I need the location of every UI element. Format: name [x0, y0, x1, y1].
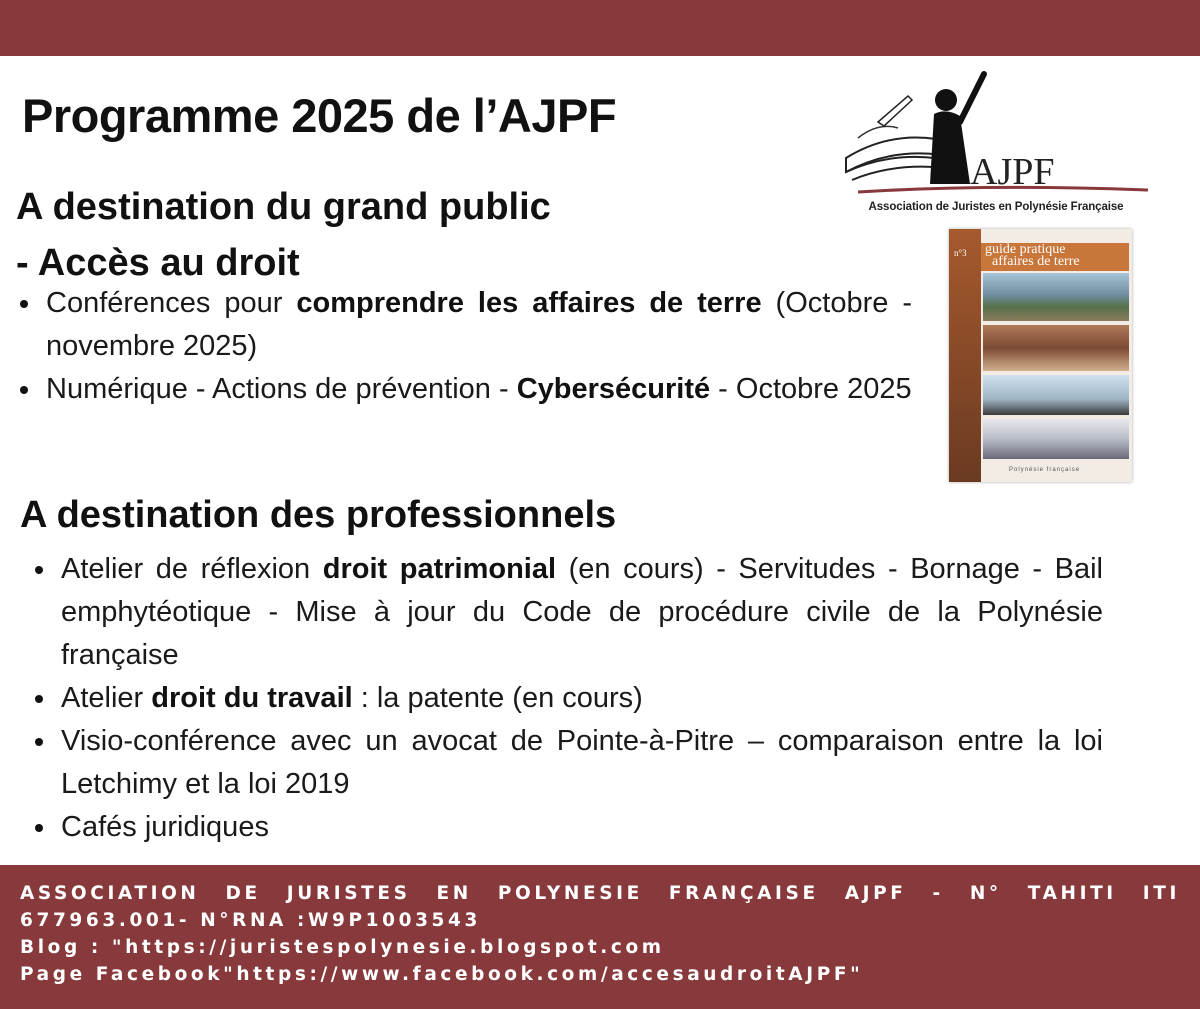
public-section-heading: A destination du grand public — [16, 186, 551, 228]
guide-number: n°3 — [954, 248, 967, 258]
logo-text: AJPF — [970, 151, 1055, 193]
top-color-band — [0, 0, 1200, 56]
pro-list — [61, 548, 1103, 849]
footer-line-blog: Blog : "https://juristespolynesie.blogspot.com — [20, 937, 665, 958]
guide-cover-image — [949, 229, 1132, 482]
guide-spine — [949, 229, 981, 482]
list-item: Numérique - Actions de prévention - Cybersécurité - Octobre 2025 — [46, 368, 912, 411]
list-item: Atelier de réflexion droit patrimonial (en cours) - Servitudes - Bornage - Bail emphytéotique - Mise à jour du Code de procédure civile de la Polynésie française — [61, 548, 1103, 677]
list-item: Visio-conférence avec un avocat de Pointe-à-Pitre – comparaison entre la loi Letchimy et la loi 2019 — [61, 720, 1103, 806]
guide-title: guide pratique affaires de terre — [985, 242, 1080, 269]
list-item: Conférences pour comprendre les affaires de terre (Octobre - novembre 2025) — [46, 282, 912, 368]
footer-text — [20, 880, 1180, 988]
guide-photo-landscape — [983, 273, 1129, 321]
pro-section-heading: A destination des professionnels — [20, 494, 617, 536]
footer-line-association: ASSOCIATION DE JURISTES EN POLYNESIE FRANÇAISE AJPF - N° TAHITI ITI — [20, 883, 1180, 904]
logo-caption: Association de Juristes en Polynésie Française — [868, 201, 1124, 213]
public-list — [46, 282, 912, 411]
list-item: Atelier droit du travail : la patente (en cours) — [61, 677, 1103, 720]
footer-line-facebook: Page Facebook"https://www.facebook.com/accesaudroitAJPF" — [20, 964, 864, 985]
access-subheading: - Accès au droit — [16, 242, 300, 284]
list-item: Cafés juridiques — [61, 806, 1103, 849]
guide-photo-meeting — [983, 325, 1129, 371]
page-title: Programme 2025 de l’AJPF — [22, 89, 617, 142]
guide-photo-surveyor — [983, 375, 1129, 415]
guide-photo-documents — [983, 419, 1129, 459]
guide-footer: Polynésie française — [1009, 467, 1081, 473]
footer-line-rna: 677963.001- N°RNA :W9P1003543 — [20, 910, 481, 931]
ajpf-logo — [838, 66, 1154, 218]
